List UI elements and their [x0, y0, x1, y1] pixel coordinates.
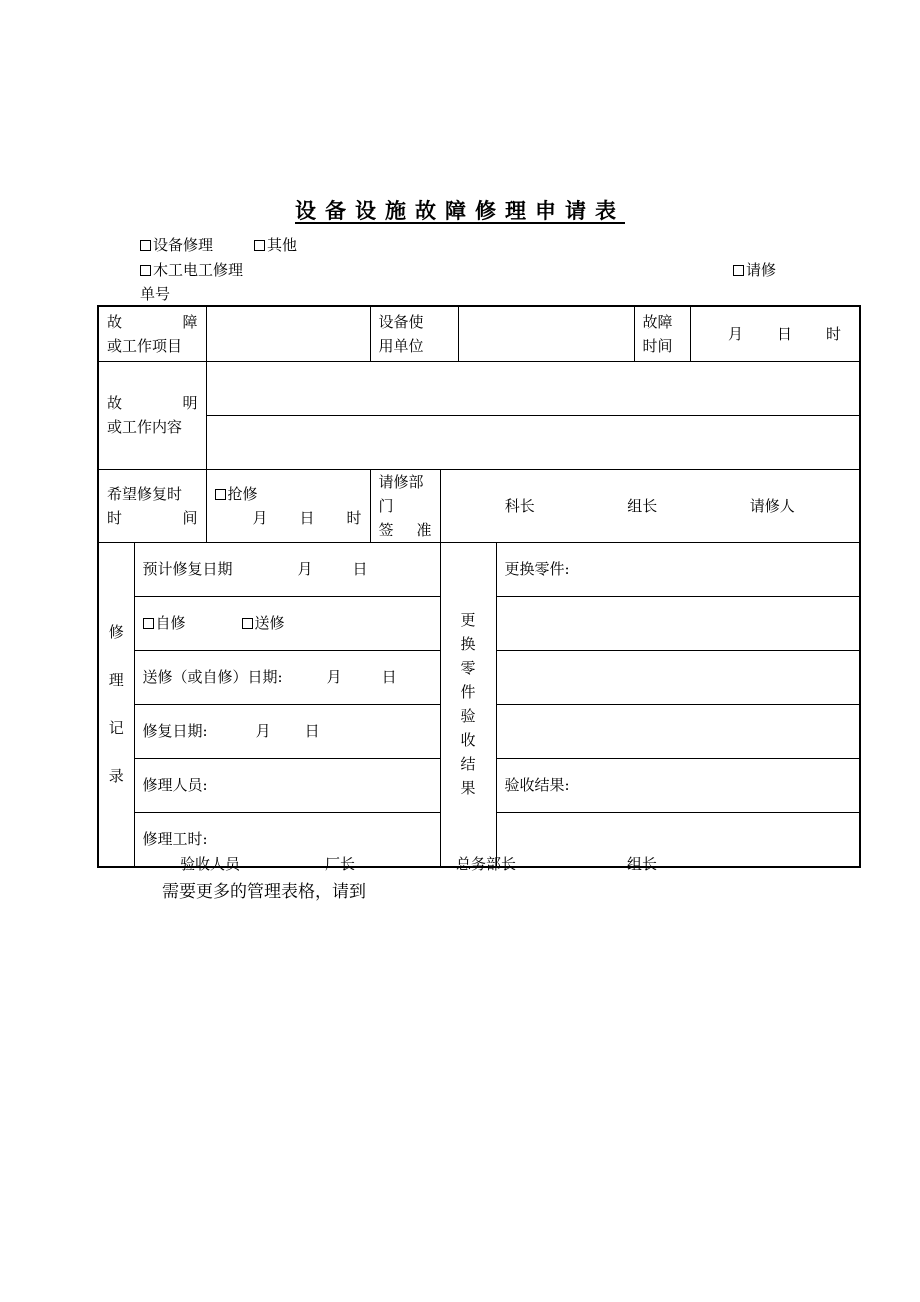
option-label: 设备修理: [153, 236, 214, 254]
row-fault-item: [98, 306, 860, 361]
option-carpentry-electrical[interactable]: [140, 259, 243, 280]
repair-date-field[interactable]: 修复日期: 月 日: [134, 704, 440, 758]
request-number-label: 单号: [140, 285, 171, 303]
dept-approval-label: 请修部门 签 准: [370, 469, 440, 542]
signature-factory-director: 厂长: [325, 855, 356, 873]
repair-mode-field[interactable]: 自修 送修: [134, 596, 440, 650]
repair-request-form: [97, 305, 861, 868]
parts-field-4[interactable]: [496, 704, 860, 758]
option-label: 其他: [267, 236, 298, 254]
expected-repair-field[interactable]: 抢修 月 日 时: [206, 469, 370, 542]
expected-repair-label: 希望修复时 时 间: [98, 469, 206, 542]
signature-acceptor: 验收人员: [180, 855, 241, 873]
option-other[interactable]: [254, 234, 297, 255]
dept-approval-field[interactable]: [440, 469, 860, 542]
repair-staff-field[interactable]: 修理人员:: [134, 758, 440, 812]
description-field-1[interactable]: [206, 361, 860, 415]
fault-item-field[interactable]: [206, 306, 370, 361]
signature-group-leader: 组长: [627, 855, 658, 873]
acceptance-result-field[interactable]: 验收结果:: [496, 758, 860, 812]
row-description: [98, 361, 860, 415]
parts-acceptance-side-label: 更 换 零 件 验 收 结 果: [440, 542, 496, 867]
fault-item-label: 故 障 或工作项目: [98, 306, 206, 361]
checkbox-urgent[interactable]: [215, 489, 226, 500]
requester-label: 请修人: [749, 496, 795, 515]
checkbox-carpentry-electrical[interactable]: [140, 265, 151, 276]
row-expected-repair: [98, 469, 860, 542]
checkbox-equipment-repair[interactable]: [140, 240, 151, 251]
checkbox-send-repair[interactable]: [242, 618, 253, 629]
send-date-field[interactable]: 送修（或自修）日期: 月 日: [134, 650, 440, 704]
repair-hours-field[interactable]: 修理工时:: [134, 812, 440, 867]
fault-time-field[interactable]: 月 日 时: [690, 306, 860, 361]
group-leader-label: 组长: [627, 496, 658, 515]
page-title: 设备设施故障修理申请表: [295, 198, 625, 223]
estimated-date-field[interactable]: 预计修复日期 月 日: [134, 542, 440, 596]
row-description-2: [98, 415, 860, 469]
fault-time-label: 故障 时间: [634, 306, 690, 361]
section-chief-label: 科长: [504, 496, 535, 515]
signature-general-affairs: 总务部长: [456, 855, 517, 873]
option-equipment-repair[interactable]: [140, 234, 213, 255]
option-label: 木工电工修理: [153, 261, 244, 279]
checkbox-request-number[interactable]: [733, 265, 744, 276]
row-record-1: [98, 542, 860, 596]
checkbox-self-repair[interactable]: [143, 618, 154, 629]
parts-field-2[interactable]: [496, 596, 860, 650]
description-field-2[interactable]: [206, 415, 860, 469]
checkbox-other[interactable]: [254, 240, 265, 251]
replaced-parts-field[interactable]: 更换零件:: [496, 542, 860, 596]
using-unit-label: 设备使 用单位: [370, 306, 458, 361]
acceptance-field-2[interactable]: [496, 812, 860, 867]
repair-record-side-label: 修 理 记 录: [98, 542, 134, 867]
option-label: 请修: [746, 261, 777, 279]
footer-note: 需要更多的管理表格，请到: [162, 882, 366, 902]
description-label: 故 明 或工作内容: [98, 361, 206, 469]
option-request-number[interactable]: [733, 259, 776, 280]
parts-field-3[interactable]: [496, 650, 860, 704]
using-unit-field[interactable]: [458, 306, 634, 361]
